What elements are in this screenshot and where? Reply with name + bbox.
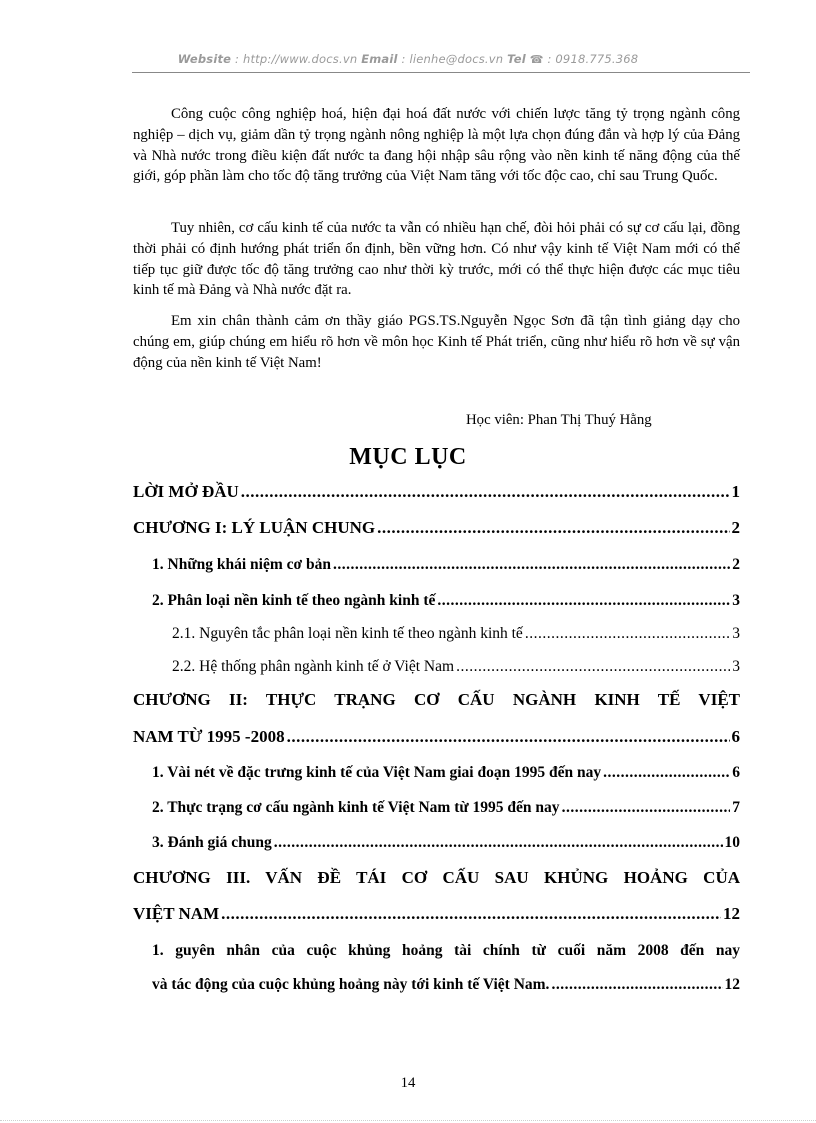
toc-entry-page: 2 xyxy=(731,518,740,537)
toc-entry-2-3[interactable] xyxy=(152,834,740,858)
toc-entry-text: 2. Phân loại nền kinh tế theo ngành kinh tế xyxy=(152,592,436,609)
toc-entry-text: LỜI MỞ ĐẦU xyxy=(133,482,239,501)
intro-paragraph-2: Tuy nhiên, cơ cấu kinh tế của nước ta vẫn có nhiều hạn chế, đòi hỏi phải có sự cơ cấu lại, đồng thời phải có định hướng phát triển ổn định, bền vững hơn. Có như vậy kinh tế Việt Nam mới có thể tiếp tục giữ được tốc độ tăng trưởng cao như thời kỳ trước, mới có thể thực hiện được các mục tiêu kinh tế mà Đảng và Nhà nước đặt ra. xyxy=(133,220,740,299)
toc-entry-page: 12 xyxy=(723,904,740,923)
toc-entry-page: 10 xyxy=(724,834,740,851)
toc-entry-text: 1. Vài nét về đặc trưng kinh tế của Việt Nam giai đoạn 1995 đến nay xyxy=(152,764,602,781)
toc-entry-2-2[interactable] xyxy=(152,799,740,823)
toc-entry-page: 6 xyxy=(731,727,740,746)
toc-entry-text: 3. Đánh giá chung xyxy=(152,834,272,851)
toc-entry-preface[interactable] xyxy=(133,482,740,506)
page-header xyxy=(0,52,816,66)
toc-entry-text: 2.2. Hệ thống phân ngành kinh tế ở Việt Nam xyxy=(172,658,455,675)
page-number: 14 xyxy=(400,1075,416,1091)
phone-icon: ☎ xyxy=(529,53,544,66)
toc-title: MỤC LỤC xyxy=(349,444,467,470)
toc-entry-page: 6 xyxy=(732,764,740,781)
toc-entry-page: 7 xyxy=(732,799,740,816)
toc-entry-text: 1. Những khái niệm cơ bản xyxy=(152,556,331,573)
toc-leader xyxy=(377,518,729,538)
toc-entry-text: 2. Thực trạng cơ cấu ngành kinh tế Việt Nam từ 1995 đến nay xyxy=(152,799,560,816)
toc-entry-1-1[interactable] xyxy=(152,556,740,580)
toc-leader xyxy=(551,976,722,994)
email-label: Email xyxy=(361,52,398,66)
toc-entry-text: NAM TỪ 1995 -2008 xyxy=(133,727,285,746)
toc-entry-page: 3 xyxy=(732,625,740,642)
toc-entry-3-1[interactable] xyxy=(152,976,740,1000)
toc-entry-chapter-3-line1[interactable]: CHƯƠNG III. VẤN ĐỀ TÁI CƠ CẤU SAU KHỦNG HOẢNG CỦA xyxy=(133,868,740,887)
toc-entry-chapter-1[interactable] xyxy=(133,518,740,542)
toc-entry-chapter-3[interactable] xyxy=(133,904,740,928)
toc-leader xyxy=(274,834,723,852)
toc-leader xyxy=(241,482,730,502)
toc-entry-text: VIỆT NAM xyxy=(133,904,220,923)
intro-paragraph-3: Em xin chân thành cảm ơn thầy giáo PGS.TS.Nguyễn Ngọc Sơn đã tận tình giảng dạy cho chúng em, giúp chúng em hiểu rõ hơn về môn học Kinh tế Phát triển, cũng như hiểu rõ hơn về sự vận động của nền kinh tế Việt Nam! xyxy=(133,313,740,371)
toc-entry-chapter-2-line1[interactable]: CHƯƠNG II: THỰC TRẠNG CƠ CẤU NGÀNH KINH TẾ VIỆT xyxy=(133,690,740,709)
tel-label: Tel xyxy=(507,52,526,66)
toc-entry-2-1[interactable] xyxy=(152,764,740,788)
toc-entry-chapter-2[interactable] xyxy=(133,727,740,751)
toc-leader xyxy=(603,764,730,782)
footer-divider xyxy=(0,1120,816,1121)
toc-leader xyxy=(562,799,731,817)
toc-entry-text: 2.1. Nguyên tắc phân loại nền kinh tế theo ngành kinh tế xyxy=(172,625,523,642)
signature: Học viên: Phan Thị Thuý Hằng xyxy=(466,412,652,428)
toc-entry-page: 3 xyxy=(732,658,740,675)
toc-leader xyxy=(525,625,730,643)
toc-leader xyxy=(287,727,730,747)
toc-entry-1-2-1[interactable] xyxy=(172,625,740,649)
toc-entry-text: và tác động của cuộc khủng hoảng này tới kinh tế Việt Nam. xyxy=(152,976,550,993)
toc-entry-page: 1 xyxy=(731,482,740,501)
toc-entry-1-2[interactable] xyxy=(152,592,740,616)
toc-entry-page: 3 xyxy=(732,592,740,609)
email-address[interactable]: : lienhe@docs.vn xyxy=(401,52,504,66)
toc-leader xyxy=(437,592,730,610)
toc-entry-page: 2 xyxy=(732,556,740,573)
intro-paragraph-1: Công cuộc công nghiệp hoá, hiện đại hoá đất nước với chiến lược tăng tỷ trọng ngành công nghiệp – dịch vụ, giảm dần tỷ trọng ngành nông nghiệp là một lựa chọn đúng đắn và hợp lý của Đảng và Nhà nước trong điều kiện đất nước ta đang hội nhập sâu rộng vào nền kinh tế năng động của thế giới, góp phần làm cho tốc độ tăng trưởng của Việt Nam tăng với tốc độc cao, chỉ sau Trung Quốc. xyxy=(133,106,740,185)
toc-leader xyxy=(221,904,721,924)
website-url[interactable]: : http://www.docs.vn xyxy=(235,52,358,66)
header-divider xyxy=(132,72,750,73)
toc-leader xyxy=(333,556,730,574)
tel-number: : 0918.775.368 xyxy=(547,52,639,66)
toc-entry-page: 12 xyxy=(724,976,740,993)
website-label: Website xyxy=(177,52,232,66)
toc-leader xyxy=(456,658,730,676)
toc-entry-3-1-line1[interactable]: 1. guyên nhân của cuộc khủng hoảng tài chính từ cuối năm 2008 đến nay xyxy=(152,942,740,959)
toc-entry-text: CHƯƠNG I: LÝ LUẬN CHUNG xyxy=(133,518,376,537)
toc-entry-1-2-2[interactable] xyxy=(172,658,740,682)
